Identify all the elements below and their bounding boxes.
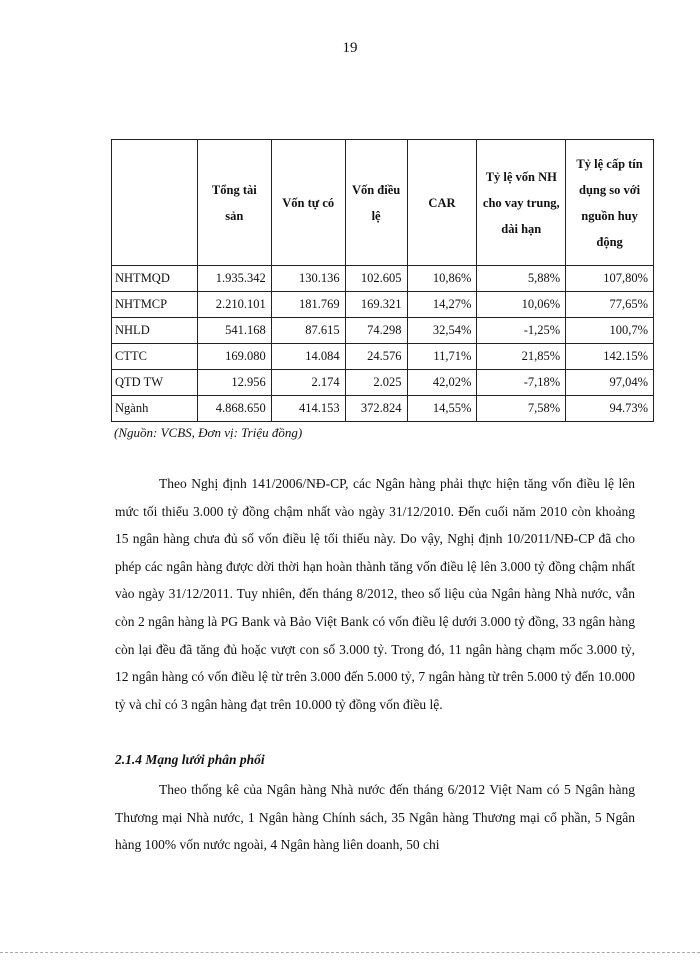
cell-own-capital: 414.153	[271, 396, 345, 422]
row-label: NHTMQD	[112, 266, 198, 292]
table-row	[112, 370, 654, 396]
cell-total-assets: 169.080	[197, 344, 271, 370]
cell-long-term-loan-ratio: -7,18%	[477, 370, 566, 396]
cell-own-capital: 130.136	[271, 266, 345, 292]
cell-car: 11,71%	[407, 344, 477, 370]
header-cell-car: CAR	[407, 140, 477, 266]
table-row	[112, 266, 654, 292]
header-row	[112, 140, 654, 266]
cell-charter-capital: 24.576	[345, 344, 407, 370]
page-number: 19	[342, 40, 358, 56]
row-label: NHTMCP	[112, 292, 198, 318]
cell-own-capital: 2.174	[271, 370, 345, 396]
table-row	[112, 292, 654, 318]
header-cell-total-assets: Tổng tài sản	[197, 140, 271, 266]
header-cell-charter-capital: Vốn điều lệ	[345, 140, 407, 266]
cell-total-assets: 541.168	[197, 318, 271, 344]
table-row	[112, 344, 654, 370]
paragraph-text: Theo thống kê của Ngân hàng Nhà nước đến tháng 6/2012 Việt Nam có 5 Ngân hàng Thương mại Nhà nước, 1 Ngân hàng Chính sách, 35 Ngân hàng Thương mại cổ phần, 5 Ngân hàng 100% vốn nước ngoài, 4 Ngân hàng liên doanh, 50 chi	[115, 782, 635, 853]
cell-credit-deposit-ratio: 142.15%	[566, 344, 654, 370]
cell-car: 42,02%	[407, 370, 477, 396]
table-row	[112, 318, 654, 344]
bank-statistics-table	[111, 139, 654, 422]
cell-own-capital: 87.615	[271, 318, 345, 344]
cell-car: 14,55%	[407, 396, 477, 422]
cell-charter-capital: 169.321	[345, 292, 407, 318]
row-label: QTD TW	[112, 370, 198, 396]
cell-total-assets: 2.210.101	[197, 292, 271, 318]
cell-own-capital: 14.084	[271, 344, 345, 370]
cell-charter-capital: 74.298	[345, 318, 407, 344]
table-source-note: (Nguồn: VCBS, Đơn vị: Triệu đồng)	[114, 425, 303, 440]
row-label: CTTC	[112, 344, 198, 370]
cell-credit-deposit-ratio: 97,04%	[566, 370, 654, 396]
header-cell-credit-deposit-ratio: Tỷ lệ cấp tín dụng so với nguồn huy động	[566, 140, 654, 266]
cell-car: 14,27%	[407, 292, 477, 318]
paragraph-charter-capital	[115, 470, 635, 718]
cell-charter-capital: 372.824	[345, 396, 407, 422]
page-bottom-divider	[0, 952, 700, 953]
cell-credit-deposit-ratio: 100,7%	[566, 318, 654, 344]
cell-total-assets: 12.956	[197, 370, 271, 396]
cell-long-term-loan-ratio: -1,25%	[477, 318, 566, 344]
cell-credit-deposit-ratio: 77,65%	[566, 292, 654, 318]
table-body	[112, 266, 654, 422]
header-cell-long-term-loan-ratio: Tỷ lệ vốn NH cho vay trung, dài hạn	[477, 140, 566, 266]
cell-total-assets: 4.868.650	[197, 396, 271, 422]
header-cell-own-capital: Vốn tự có	[271, 140, 345, 266]
cell-credit-deposit-ratio: 107,80%	[566, 266, 654, 292]
table-header	[112, 140, 654, 266]
cell-long-term-loan-ratio: 5,88%	[477, 266, 566, 292]
table-row	[112, 396, 654, 422]
paragraph-distribution-network	[115, 776, 635, 859]
row-label: Ngành	[112, 396, 198, 422]
cell-long-term-loan-ratio: 10,06%	[477, 292, 566, 318]
cell-total-assets: 1.935.342	[197, 266, 271, 292]
cell-car: 32,54%	[407, 318, 477, 344]
cell-long-term-loan-ratio: 7,58%	[477, 396, 566, 422]
row-label: NHLD	[112, 318, 198, 344]
section-heading: 2.1.4 Mạng lưới phân phối	[115, 752, 265, 767]
cell-charter-capital: 2.025	[345, 370, 407, 396]
cell-credit-deposit-ratio: 94.73%	[566, 396, 654, 422]
cell-long-term-loan-ratio: 21,85%	[477, 344, 566, 370]
cell-charter-capital: 102.605	[345, 266, 407, 292]
paragraph-text: Theo Nghị định 141/2006/NĐ-CP, các Ngân hàng phải thực hiện tăng vốn điều lệ lên mức tối thiểu 3.000 tỷ đồng chậm nhất vào ngày 31/12/2010. Đến cuối năm 2010 còn khoảng 15 ngân hàng chưa đủ số vốn điều lệ tối thiểu này. Do vậy, Nghị định 10/2011/NĐ-CP đã cho phép các ngân hàng được dời thời hạn hoàn thành tăng vốn điều lệ lên 3.000 tỷ đồng chậm nhất vào ngày 31/12/2011. Tuy nhiên, đến tháng 8/2012, theo số liệu của Ngân hàng Nhà nước, vẫn còn 2 ngân hàng là PG Bank và Bảo Việt Bank có vốn điều lệ dưới 3.000 tỷ đồng, 33 ngân hàng còn lại đều đã tăng đủ hoặc vượt con số 3.000 tỷ. Trong đó, 11 ngân hàng chạm mốc 3.000 tỷ, 12 ngân hàng có vốn điều lệ từ trên 3.000 đến 5.000 tỷ, 7 ngân hàng từ trên 5.000 tỷ đến 10.000 tỷ và chỉ có 3 ngân hàng đạt trên 10.000 tỷ đồng vốn điều lệ.	[115, 476, 635, 712]
cell-own-capital: 181.769	[271, 292, 345, 318]
cell-car: 10,86%	[407, 266, 477, 292]
header-cell-corner	[112, 140, 198, 266]
